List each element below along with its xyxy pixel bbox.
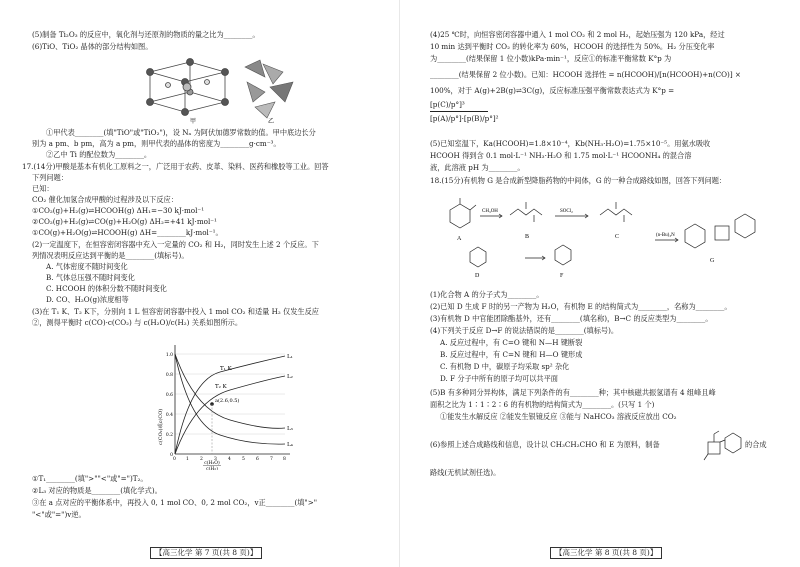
svg-text:0.8: 0.8 <box>165 373 173 378</box>
svg-text:7: 7 <box>270 457 273 462</box>
text-line: ________(结果保留 2 位小数)。已知：HCOOH 选择性 = n(HCOOH)/[n(HCOOH)+n(CO)] × <box>430 70 741 79</box>
svg-text:1: 1 <box>186 457 189 462</box>
svg-text:D: D <box>475 273 480 279</box>
text-line: 已知： <box>32 184 54 193</box>
text-line: ②CO₂(g)+H₂(g)⇌CO(g)+H₂O(g) ΔH₂=+41 kJ·mol⁻¹ <box>32 217 217 226</box>
text-line: C. HCOOH 的体积分数不随时间变化 <box>46 284 167 293</box>
text-line: (1)化合物 A 的分子式为________。 <box>430 290 544 299</box>
target-molecule <box>703 428 743 468</box>
text-line: ①能发生水解反应 ②能发生银镜反应 ③能与 NaHCO₃ 溶液反应放出 CO₂ <box>440 412 677 421</box>
text-line: (6)TiO、TiO₂ 晶体的部分结构如图。 <box>32 42 153 51</box>
svg-text:0.6: 0.6 <box>165 393 173 398</box>
text-line: 的合成 <box>745 440 767 449</box>
temp-label: T₁ K <box>220 366 232 372</box>
svg-text:C: C <box>615 234 620 240</box>
text-line: (2)一定温度下，在恒容密闭容器中充入一定量的 CO₂ 和 H₂，同时发生上述 2 个反应。下 <box>32 240 319 249</box>
page-footer: 【高三化学 第 7 页(共 8 页)】 <box>150 547 262 559</box>
text-line: ②L₃ 对应的物质是________(填化学式)。 <box>32 486 162 495</box>
synthesis-scheme <box>430 190 785 280</box>
curve-label: L₃ <box>287 426 293 432</box>
temp-label: T₂ K <box>215 384 227 390</box>
text-line: (4)下列关于反应 D→F 的说法错误的是________(填标号)。 <box>430 326 619 335</box>
text-line: (5)制备 Ti₂O₃ 的反应中，氧化剂与还原剂的物质的量之比为________。 <box>32 30 260 39</box>
formula-denominator: [p(A)/p°]·[p(B)/p°]² <box>430 114 499 123</box>
structure-f <box>555 245 571 265</box>
text-line: HCOOH 得到含 0.1 mol·L⁻¹ NH₃·H₂O 和 1.75 mol·L⁻¹ HCOONH₄ 的混合溶 <box>430 151 692 160</box>
svg-text:F: F <box>560 273 564 279</box>
right-page <box>400 0 800 567</box>
structure-a <box>450 204 470 228</box>
page-footer: 【高三化学 第 8 页(共 8 页)】 <box>550 547 662 559</box>
text-line: C. 有机物 D 中，碳原子均采取 sp² 杂化 <box>440 362 570 371</box>
svg-text:3: 3 <box>214 457 217 462</box>
svg-text:5: 5 <box>242 457 245 462</box>
text-line: ①T₁________(填">""<"或"=")T₂。 <box>32 474 148 483</box>
crystal-yi <box>245 60 293 118</box>
text-line: 10 min 达到平衡时 CO₂ 的转化率为 60%，HCOOH 的选择性为 50%。H₂ 分压变化率 <box>430 42 715 51</box>
text-line: (5)已知室温下，Ka(HCOOH)=1.8×10⁻⁴，Kb(NH₃·H₂O)=1.75×10⁻⁵。用氨水吸收 <box>430 139 711 148</box>
curve-label: L₄ <box>287 442 293 448</box>
text-line: (6)参照上述合成路线和信息，设计以 CH₃CH₂CHO 和 E 为原料，制备 <box>430 440 660 449</box>
text-line: (3)在 T₁ K、T₂ K下，分别向 1 L 恒容密闭容器中投入 1 mol CO₂ 和适量 H₂ 仅发生反应 <box>32 307 319 316</box>
x-ticks <box>173 456 286 462</box>
formula-numerator: [p(C)/p°]³ <box>430 100 465 109</box>
svg-text:2: 2 <box>200 457 203 462</box>
text-line: 路线(无机试剂任选)。 <box>430 468 501 477</box>
text-line: (4)25 ℃时，向恒容密闭容器中通入 1 mol CO₂ 和 2 mol H₂，起始压强为 120 kPa，经过 <box>430 30 725 39</box>
x-label-num: c(H₂O) <box>204 461 220 466</box>
svg-text:G: G <box>710 258 715 264</box>
svg-text:0: 0 <box>170 453 173 458</box>
curve-label: L₁ <box>287 354 293 360</box>
equilibrium-graph <box>150 340 300 470</box>
structure-b <box>510 202 542 222</box>
text-line: B. 反应过程中，有 C=N 键和 H—O 键形成 <box>440 350 583 359</box>
text-line: D. F 分子中所有的原子均可以共平面 <box>440 374 558 383</box>
svg-text:0: 0 <box>173 457 176 462</box>
svg-text:6: 6 <box>256 457 259 462</box>
curve-l2 <box>175 376 285 454</box>
structure-d <box>470 247 486 267</box>
text-line: ①CO₂(g)+H₂(g)⇌HCOOH(g) ΔH₁=−30 kJ·mol⁻¹ <box>32 206 205 215</box>
text-line: "<"或"=")v逆。 <box>32 510 86 519</box>
text-line: ①CO(g)+H₂O(g)⇌HCOOH(g) ΔH=________kJ·mol⁻¹。 <box>32 228 223 237</box>
formula-fraction-bar <box>430 111 488 112</box>
text-line: ②，测得平衡时 c(CO)·c(CO₂) 与 c(H₂O)/c(H₂) 关系如图所示。 <box>32 318 243 327</box>
text-line: 18.(15分)有机物 G 是合成新型降脂药物的中间体，G 的一种合成路线如图，回答下列问题： <box>430 176 727 185</box>
text-line: D. CO、H₂O(g)浓度相等 <box>46 295 129 304</box>
text-line: 为________(结果保留 1 位小数)kPa·min⁻¹，反应①的标准平衡常数 K°p 为 <box>430 54 672 63</box>
crystal-label-jia: 甲 <box>190 118 197 124</box>
y-ticks <box>166 352 173 458</box>
text-line: ①甲代表________(填"TiO"或"TiO₂")，设 Nₐ 为阿伏加德罗常数的值。甲中底边长分 <box>46 128 316 137</box>
svg-text:0.4: 0.4 <box>165 413 173 418</box>
text-line: ③在 a 点对应的平衡体系中，再投入 0, 1 mol CO、0, 2 mol CO₂，v正________(填">" <box>32 498 318 507</box>
svg-text:4: 4 <box>228 457 231 462</box>
point-a-label: a(2.6,0.5) <box>215 398 240 404</box>
svg-text:A: A <box>457 236 462 242</box>
text-line: 面积之比为 1∶1∶2∶6 的有机物的结构简式为________。(只写 1 个) <box>430 400 655 409</box>
crystal-structure-figure <box>135 52 305 124</box>
y-axis-label: c(CO₂)或c(CO) <box>158 408 164 445</box>
structure-g-lactam <box>715 226 729 240</box>
text-line: ②乙中 Ti 的配位数为________。 <box>46 150 152 159</box>
curve-label: L₂ <box>287 374 293 380</box>
crystal-jia <box>147 59 229 116</box>
text-line: 100%，对于 A(g)+2B(g)⇌3C(g)，反应标准压强平衡常数表达式为 K°p = <box>430 86 675 95</box>
x-label-den: c(H₂) <box>206 467 218 470</box>
svg-text:CH₃OH: CH₃OH <box>482 209 498 214</box>
text-line: A. 气体密度不随时间变化 <box>46 262 128 271</box>
text-line: A. 反应过程中，有 C=O 键和 N—H 键断裂 <box>440 338 583 347</box>
svg-text:SOCl₂: SOCl₂ <box>560 209 573 214</box>
structure-g-ring <box>685 224 705 248</box>
text-line: 17.(14分)甲酸是基本有机化工原料之一，广泛用于农药、皮革、染料、医药和橡胶等工业。回答 <box>22 162 329 171</box>
svg-text:B: B <box>525 234 530 240</box>
crystal-label-yi: 乙 <box>268 118 275 124</box>
text-line: CO₂ 催化加氢合成甲酸的过程涉及以下反应： <box>32 195 178 204</box>
text-line: 下列问题： <box>32 173 68 182</box>
text-line: (5)B 有多种同分异构体，满足下列条件的有________种；其中核磁共振氢谱有 4 组峰且峰 <box>430 388 716 397</box>
text-line: (3)有机物 D 中官能团除酯基外，还有________(填名称)，B→C 的反应类型为________。 <box>430 314 713 323</box>
svg-text:8: 8 <box>283 457 286 462</box>
svg-text:1.0: 1.0 <box>165 353 173 358</box>
svg-text:(n-Bu)₃N: (n-Bu)₃N <box>656 233 675 238</box>
structure-c <box>600 202 632 222</box>
text-line: 别为 a pm、b pm，高为 a pm，则甲代表的晶体的密度为________g·cm⁻³。 <box>32 139 281 148</box>
text-line: B. 气体总压强不随时间变化 <box>46 273 135 282</box>
text-line: 液，此溶液 pH 为________。 <box>430 163 525 172</box>
svg-text:0.2: 0.2 <box>165 433 173 438</box>
text-line: 列情况表明反应达到平衡的是________(填标号)。 <box>32 251 189 260</box>
text-line: (2)已知 D 生成 F 时的另一产物为 H₂O，有机物 E 的结构简式为________，名称为________。 <box>430 302 732 311</box>
